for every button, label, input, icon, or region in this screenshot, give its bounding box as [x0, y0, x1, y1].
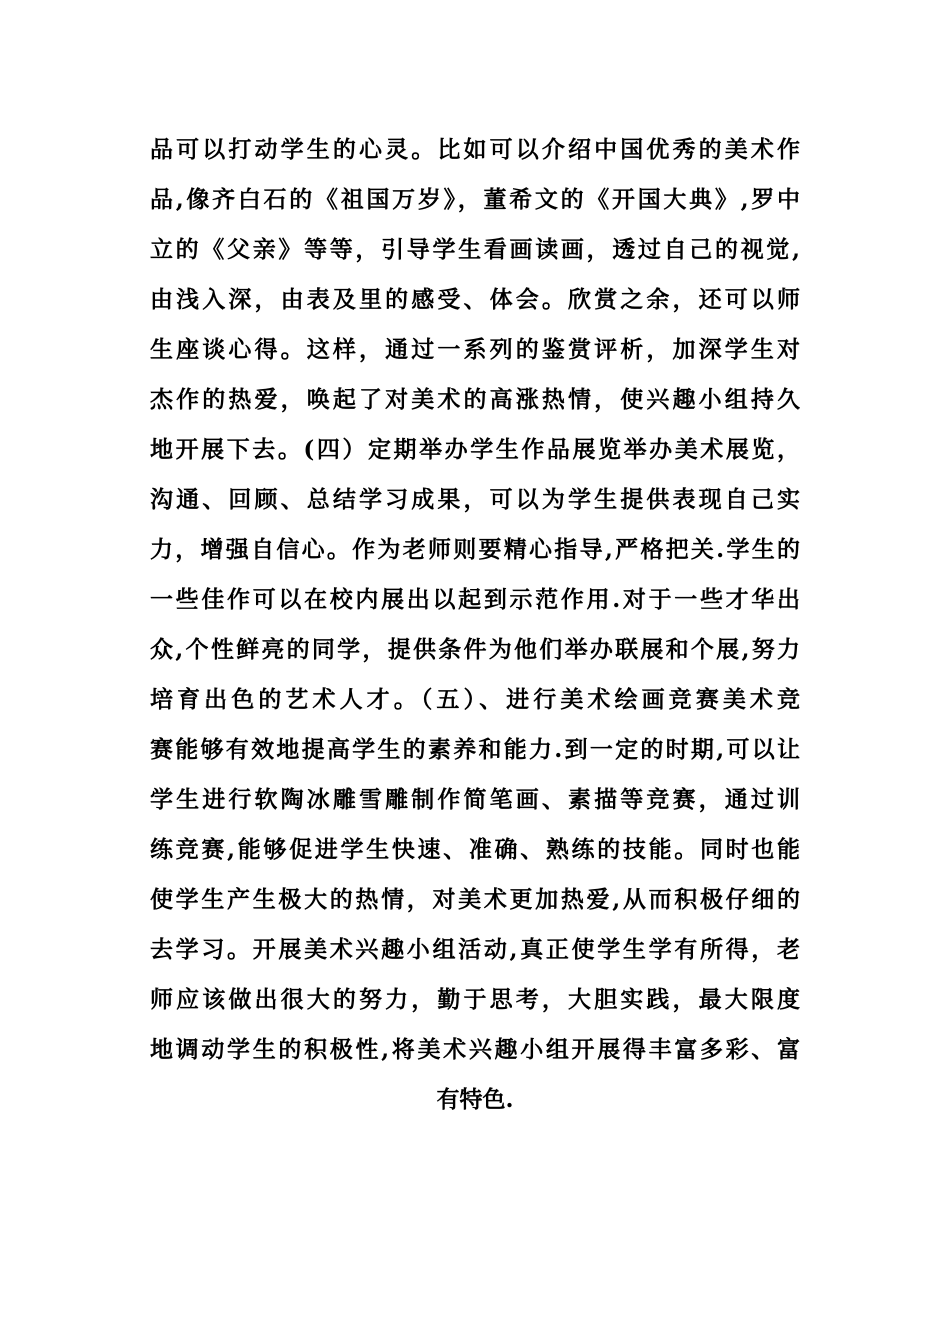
- text-line: 学生进行软陶冰雕雪雕制作简笔画、素描等竞赛，通过训: [150, 786, 800, 813]
- text-line: 赛能够有效地提高学生的素养和能力.到一定的时期,可以让: [150, 736, 800, 763]
- text-line: 师应该做出很大的努力，勤于思考，大胆实践，最大限度: [150, 986, 800, 1013]
- text-line: 由浅入深，由表及里的感受、体会。欣赏之余，还可以师: [150, 286, 800, 313]
- text-line: 生座谈心得。这样，通过一系列的鉴赏评析，加深学生对: [150, 336, 800, 363]
- text-line: 练竞赛,能够促进学生快速、准确、熟练的技能。同时也能: [150, 836, 800, 863]
- text-line: 众,个性鲜亮的同学，提供条件为他们举办联展和个展,努力: [150, 636, 800, 663]
- body-paragraph: [150, 125, 800, 1125]
- text-line: 一些佳作可以在校内展出以起到示范作用.对于一些才华出: [150, 586, 800, 613]
- text-line: 杰作的热爱，唤起了对美术的高涨热情，使兴趣小组持久: [150, 386, 800, 413]
- text-line: 立的《父亲》等等，引导学生看画读画，透过自己的视觉,: [150, 236, 800, 263]
- text-line: 品,像齐白石的《祖国万岁》，董希文的《开国大典》,罗中: [150, 186, 800, 213]
- text-line: 培育出色的艺术人才。（五）、进行美术绘画竞赛美术竞: [150, 686, 800, 713]
- text-line-last: 有特色.: [436, 1086, 514, 1113]
- text-line: 品可以打动学生的心灵。比如可以介绍中国优秀的美术作: [150, 136, 800, 163]
- text-line: 力，增强自信心。作为老师则要精心指导,严格把关.学生的: [150, 536, 800, 563]
- text-line: 地调动学生的积极性,将美术兴趣小组开展得丰富多彩、富: [150, 1036, 800, 1063]
- text-line: 地开展下去。(四）定期举办学生作品展览举办美术展览，: [150, 436, 800, 463]
- text-line: 使学生产生极大的热情，对美术更加热爱,从而积极仔细的: [150, 886, 800, 913]
- text-line: 去学习。开展美术兴趣小组活动,真正使学生学有所得，老: [150, 936, 800, 963]
- text-line: 沟通、回顾、总结学习成果，可以为学生提供表现自己实: [150, 486, 800, 513]
